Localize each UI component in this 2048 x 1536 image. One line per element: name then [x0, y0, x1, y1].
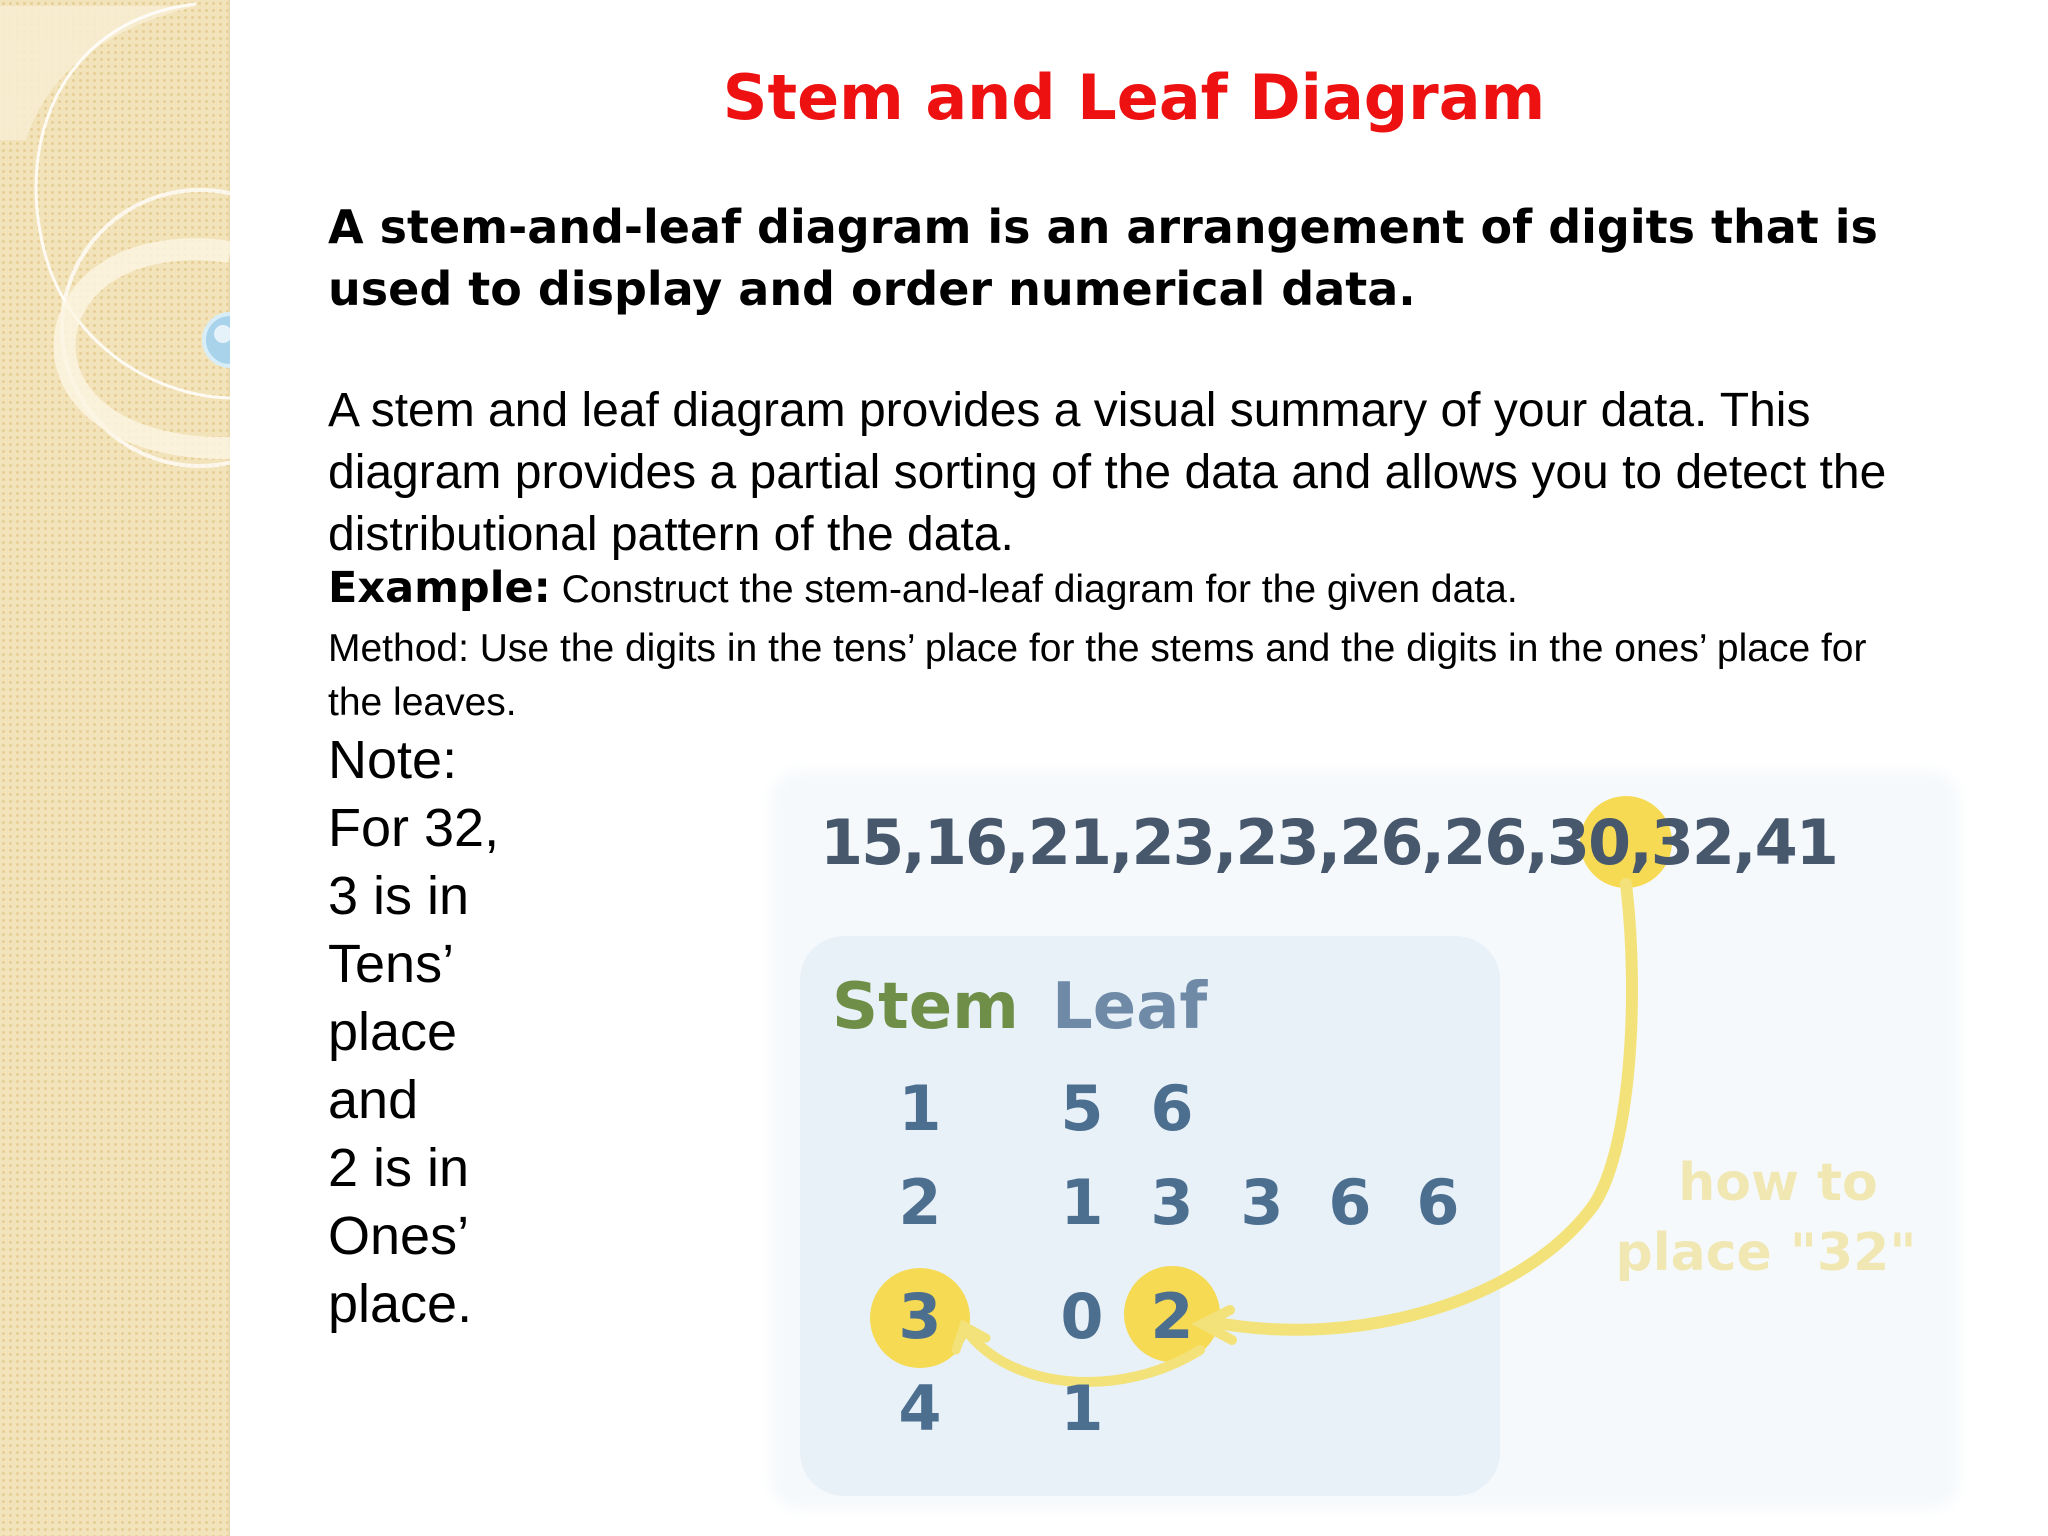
stem-header: Stem [832, 970, 1019, 1044]
stem-value: 2 [898, 1166, 942, 1239]
leaf-value: 3 [1240, 1166, 1284, 1239]
data-value: 41 [1754, 806, 1837, 879]
definition-text: A stem-and-leaf diagram is an arrangement of digits that is used to display and order numerical data. [328, 200, 1878, 316]
note-line: Note: [328, 730, 458, 790]
data-value: 26 [1339, 806, 1422, 879]
leaf-value: 6 [1416, 1166, 1460, 1239]
leaf-value: 3 [1150, 1166, 1194, 1239]
data-value: 32 [1650, 806, 1734, 879]
stem-value: 1 [898, 1072, 942, 1145]
note-line: place [328, 1002, 458, 1062]
leaf-value: 5 [1060, 1072, 1104, 1145]
leaf-value: 6 [1328, 1166, 1372, 1239]
note-block [328, 726, 568, 1338]
decorative-sidebar [0, 0, 230, 1536]
slide-title: Stem and Leaf Diagram [722, 61, 1546, 134]
example-line [328, 562, 1978, 616]
swirl-decoration-icon [0, 0, 230, 1536]
leaf-value: 2 [1150, 1280, 1194, 1353]
data-value: 21 [1027, 806, 1110, 879]
stem-leaf-figure [760, 740, 1980, 1525]
stem-leaf-illustration [760, 740, 1980, 1520]
summary-text: A stem and leaf diagram provides a visual summary of your data. This diagram provides a partial sorting of the data and allows you to detect the distributional pattern of the data. [328, 384, 1887, 561]
data-value: 30 [1546, 806, 1630, 879]
annotation-line-2: place "32" [1615, 1223, 1917, 1283]
data-value: 15 [820, 806, 903, 879]
stem-value: 3 [898, 1280, 942, 1353]
note-line: Tens’ [328, 934, 455, 994]
leaf-value: 1 [1060, 1372, 1104, 1445]
leaf-value: 1 [1060, 1166, 1104, 1239]
note-line: 3 is in [328, 866, 470, 926]
note-line: and [328, 1070, 419, 1130]
note-line: Ones’ [328, 1206, 470, 1266]
data-value: 16 [923, 806, 1007, 879]
note-line: place. [328, 1274, 473, 1334]
leaf-value: 0 [1060, 1280, 1104, 1353]
note-line: For 32, [328, 798, 500, 858]
data-value: 23 [1131, 806, 1214, 879]
method-text: Method: Use the digits in the tens’ place for the stems and the digits in the ones’ place for the leaves. [328, 627, 1867, 724]
note-line: 2 is in [328, 1138, 470, 1198]
stem-value: 4 [898, 1372, 942, 1445]
leaf-header: Leaf [1052, 970, 1208, 1044]
data-list-row: 15,16,21,23,23,26,26,30,32,41 [820, 806, 1837, 879]
annotation-line-1: how to [1678, 1153, 1878, 1213]
example-text: Construct the stem-and-leaf diagram for the given data. [561, 568, 1518, 611]
data-value: 23 [1235, 806, 1318, 879]
data-value: 26 [1443, 806, 1526, 879]
example-label: Example: [328, 563, 551, 613]
leaf-value: 6 [1150, 1072, 1194, 1145]
